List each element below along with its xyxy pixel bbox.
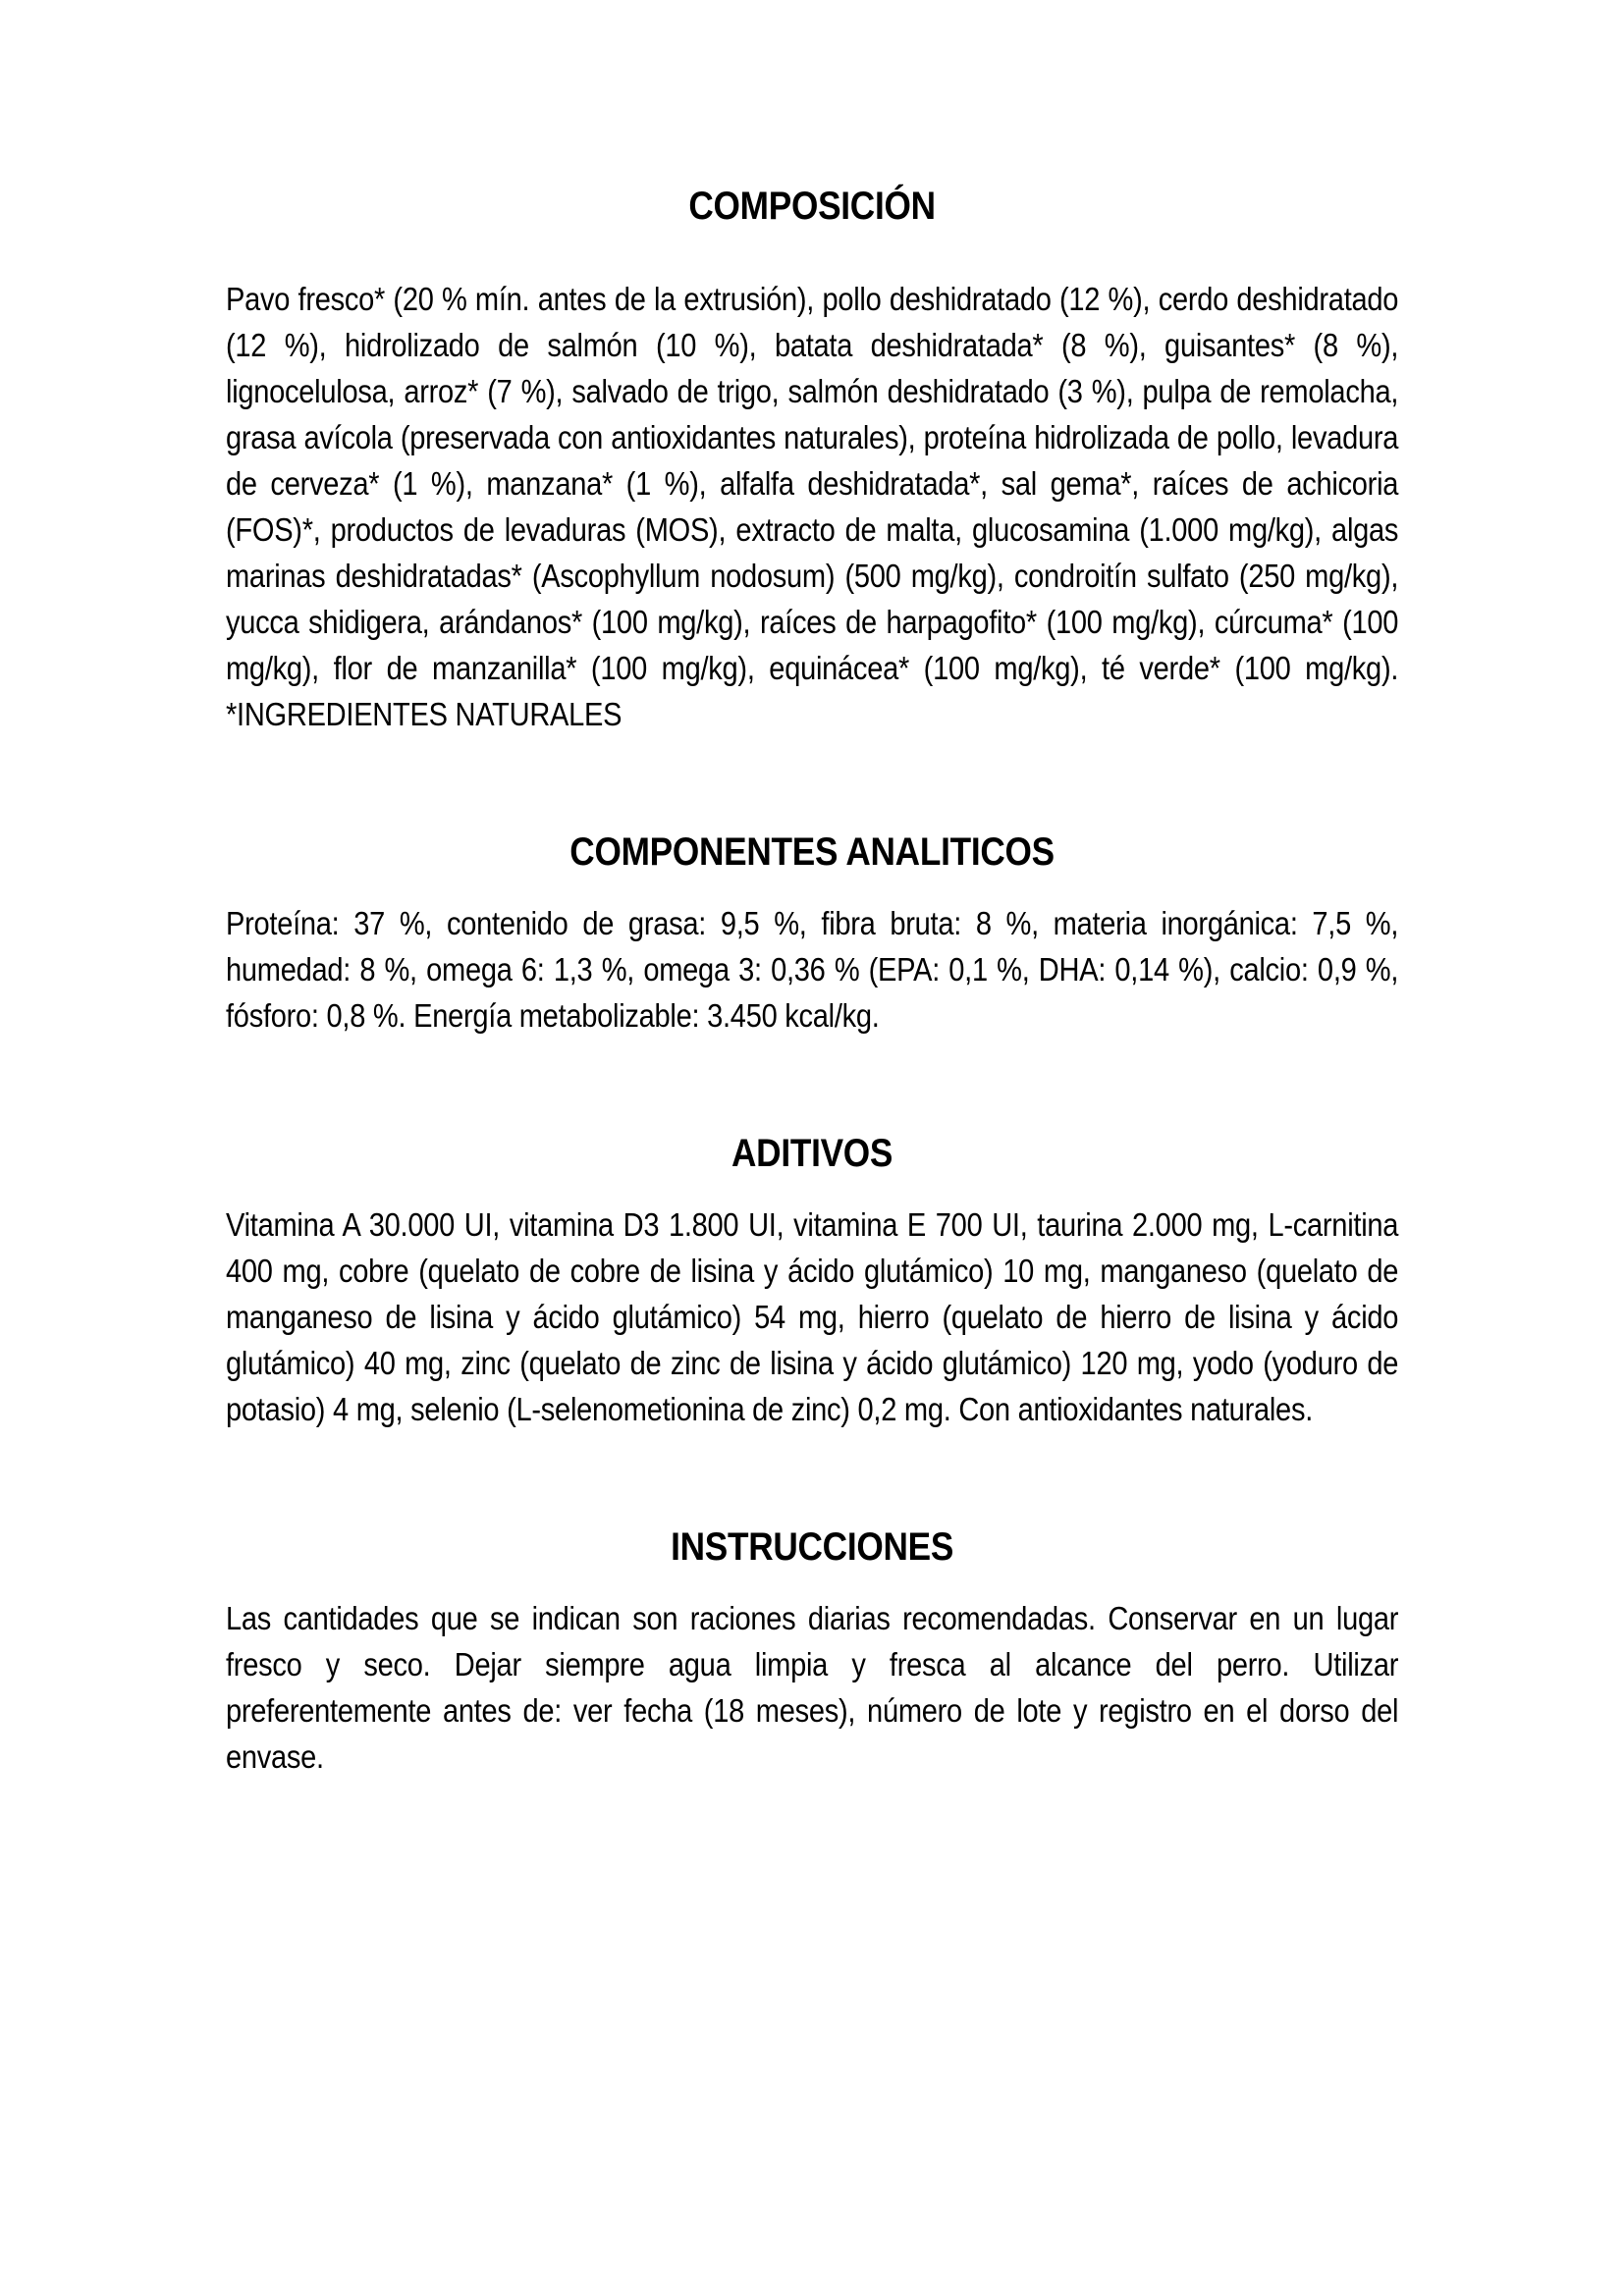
section-heading-aditivos: ADITIVOS <box>731 1132 893 1175</box>
aditivos-paragraph: Vitamina A 30.000 UI, vitamina D3 1.800 UI, vitamina E 700 UI, taurina 2.000 mg, L-carnitina 400 mg, cobre (quelato de cobre de lisina y ácido glutámico) 10 mg, manganeso (quelato de manganeso de lisina y ácido glutámico) 54 mg, hierro (quelato de hierro de lisina y ácido glutámico) 40 mg, zinc (quelato de zinc de lisina y ácido glutámico) 120 mg, yodo (yoduro de potasio) 4 mg, selenio (L-selenometionina de zinc) 0,2 mg. Con antioxidantes naturales. <box>226 1206 1399 1427</box>
componentes-analiticos-paragraph: Proteína: 37 %, contenido de grasa: 9,5 %, fibra bruta: 8 %, materia inorgánica: 7,5 %, humedad: 8 %, omega 6: 1,3 %, omega 3: 0,36 % (EPA: 0,1 %, DHA: 0,14 %), calcio: 0,9 %, fósforo: 0,8 %. Energía metabolizable: 3.450 kcal/kg. <box>226 905 1399 1034</box>
composicion-paragraph: Pavo fresco* (20 % mín. antes de la extrusión), pollo deshidratado (12 %), cerdo deshidratado (12 %), hidrolizado de salmón (10 %), batata deshidratada* (8 %), guisantes* (8 %), lignocelulosa, arroz* (7 %), salvado de trigo, salmón deshidratado (3 %), pulpa de remolacha, grasa avícola (preservada con antioxidantes naturales), proteína hidrolizada de pollo, levadura de cerveza* (1 %), manzana* (1 %), alfalfa deshidratada*, sal gema*, raíces de achicoria (FOS)*, productos de levaduras (MOS), extracto de malta, glucosamina (1.000 mg/kg), algas marinas deshidratadas* (Ascophyllum nodosum) (500 mg/kg), condroitín sulfato (250 mg/kg), yucca shidigera, arándanos* (100 mg/kg), raíces de harpagofito* (100 mg/kg), cúrcuma* (100 mg/kg), flor de manzanilla* (100 mg/kg), equinácea* (100 mg/kg), té verde* (100 mg/kg). *INGREDIENTES NATURALES <box>226 281 1399 732</box>
section-heading-componentes-analiticos: COMPONENTES ANALITICOS <box>569 830 1055 874</box>
section-heading-composicion: COMPOSICIÓN <box>688 185 936 228</box>
section-heading-instrucciones: INSTRUCCIONES <box>671 1525 954 1569</box>
document-content <box>226 0 1398 1780</box>
instrucciones-paragraph: Las cantidades que se indican son raciones diarias recomendadas. Conservar en un lugar fresco y seco. Dejar siempre agua limpia y fresca al alcance del perro. Utilizar preferentemente antes de: ver fecha (18 meses), número de lote y registro en el dorso del envase. <box>226 1600 1399 1775</box>
